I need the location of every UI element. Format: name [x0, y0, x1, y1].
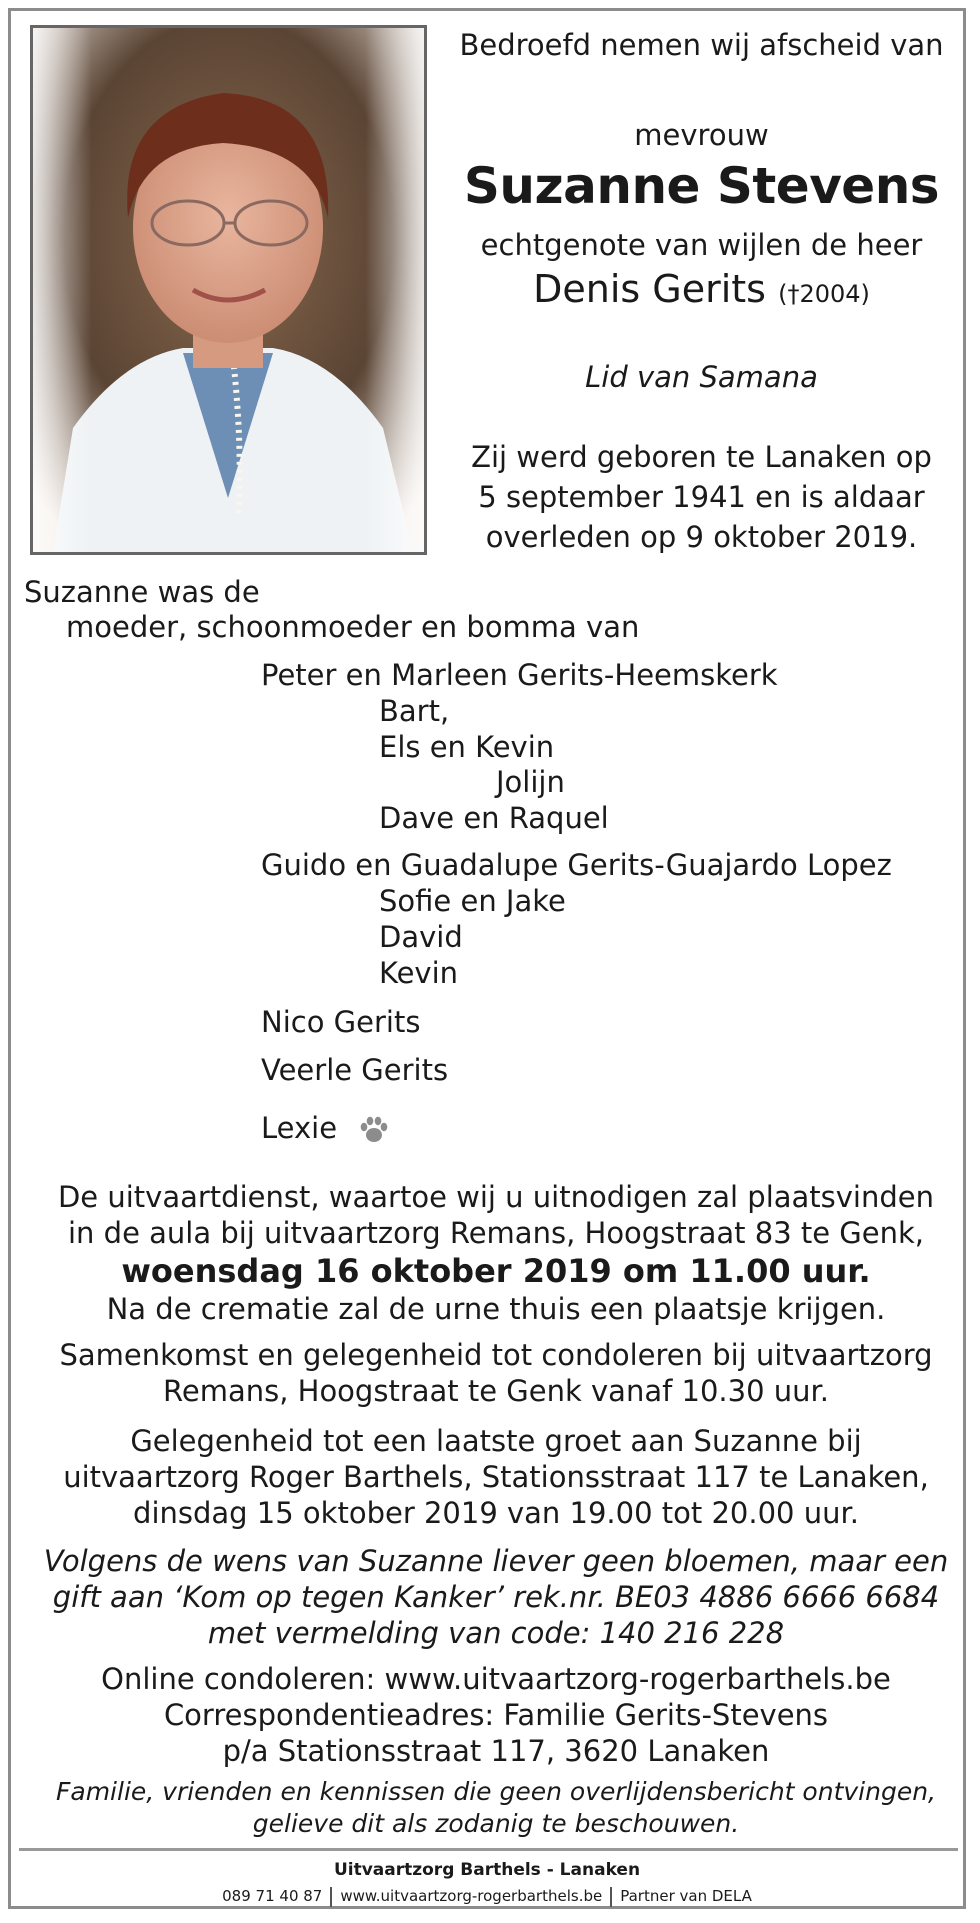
donation-info — [36, 1543, 956, 1651]
farewell-line-2: uitvaartzorg Roger Barthels, Stationsstraat 117 te Lanaken, — [63, 1460, 929, 1494]
online-condolence: Online condoleren: www.uitvaartzorg-rogerbarthels.be — [101, 1662, 891, 1696]
contact-info — [36, 1661, 956, 1769]
spouse-line — [444, 263, 959, 320]
portrait-photo — [30, 25, 427, 555]
family-grandchild: David — [379, 920, 463, 954]
farewell-line-3: dinsdag 15 oktober 2019 van 19.00 tot 20.00 uur. — [133, 1496, 859, 1530]
spouse-death-year: (†2004) — [778, 280, 870, 308]
family-group2-parents: Guido en Guadalupe Gerits-Guajardo Lopez — [261, 848, 892, 882]
footer-divider — [19, 1848, 958, 1851]
footer-phone: 089 71 40 87 — [222, 1887, 323, 1905]
family-great-grandchild: Jolijn — [496, 765, 565, 799]
footer-separator — [330, 1887, 332, 1907]
pet-name: Lexie — [261, 1111, 338, 1145]
birth-death-line-1: Zij werd geboren te Lanaken op — [471, 440, 932, 474]
paw-icon — [358, 1114, 390, 1146]
birth-death-line-3: overleden op 9 oktober 2019. — [485, 520, 918, 554]
family-child-nico: Nico Gerits — [261, 1005, 421, 1039]
family-grandchild: Kevin — [379, 956, 459, 990]
gathering-line-2: Remans, Hoogstraat te Genk vanaf 10.30 uur. — [163, 1374, 829, 1408]
family-child-veerle: Veerle Gerits — [261, 1053, 449, 1087]
notice-line-2: gelieve dit als zodanig te beschouwen. — [252, 1809, 740, 1838]
footer-separator — [610, 1887, 612, 1907]
donation-line-1: Volgens de wens van Suzanne liever geen bloemen, maar een — [43, 1544, 949, 1578]
notice-line-1: Familie, vrienden en kennissen die geen overlijdensbericht ontvingen, — [56, 1777, 936, 1806]
footer-website[interactable]: www.uitvaartzorg-rogerbarthels.be — [340, 1887, 603, 1905]
birth-death-line-2: 5 september 1941 en is aldaar — [478, 480, 925, 514]
family-intro-1: Suzanne was de — [24, 575, 260, 609]
title-mevrouw: mevrouw — [634, 118, 769, 152]
correspondence-address-1: Correspondentieadres: Familie Gerits-Stevens — [163, 1698, 829, 1732]
correspondence-address-2: p/a Stationsstraat 117, 3620 Lanaken — [222, 1734, 770, 1768]
notice-info — [36, 1776, 956, 1840]
family-grandchild: Els en Kevin — [379, 730, 555, 764]
family-grandchild: Bart, — [379, 694, 450, 728]
membership: Lid van Samana — [585, 360, 818, 394]
obituary-card — [8, 8, 966, 1909]
family-intro-2: moeder, schoonmoeder en bomma van — [66, 610, 640, 644]
gathering-line-1: Samenkomst en gelegenheid tot condoleren bij uitvaartzorg — [59, 1338, 933, 1372]
footer-contact — [11, 1885, 963, 1907]
service-line-3: Na de crematie zal de urne thuis een plaatsje krijgen. — [106, 1292, 886, 1326]
intro-line: Bedroefd nemen wij afscheid van — [459, 28, 944, 62]
donation-line-3: met vermelding van code: 140 216 228 — [207, 1616, 785, 1650]
gathering-info — [36, 1337, 956, 1409]
service-date: woensdag 16 oktober 2019 om 11.00 uur. — [121, 1252, 871, 1290]
service-info — [36, 1179, 956, 1327]
deceased-name: Suzanne Stevens — [463, 157, 940, 215]
spouse-name: Denis Gerits — [533, 267, 766, 311]
portrait-image — [33, 28, 424, 552]
family-grandchild: Sofie en Jake — [379, 884, 566, 918]
footer-partner: Partner van DELA — [620, 1887, 752, 1905]
family-group1-parents: Peter en Marleen Gerits-Heemskerk — [261, 658, 778, 692]
relation-line: echtgenote van wijlen de heer — [480, 228, 923, 262]
farewell-info — [36, 1423, 956, 1531]
family-grandchild: Dave en Raquel — [379, 801, 609, 835]
service-line-1: De uitvaartdienst, waartoe wij u uitnodigen zal plaatsvinden — [57, 1180, 935, 1214]
family-pet — [261, 1110, 390, 1146]
footer-company: Uitvaartzorg Barthels - Lanaken — [333, 1860, 641, 1880]
donation-line-2: gift aan ‘Kom op tegen Kanker’ rek.nr. BE03 4886 6666 6684 — [52, 1580, 940, 1614]
service-line-2: in de aula bij uitvaartzorg Remans, Hoogstraat 83 te Genk, — [68, 1216, 924, 1250]
farewell-line-1: Gelegenheid tot een laatste groet aan Suzanne bij — [130, 1424, 862, 1458]
